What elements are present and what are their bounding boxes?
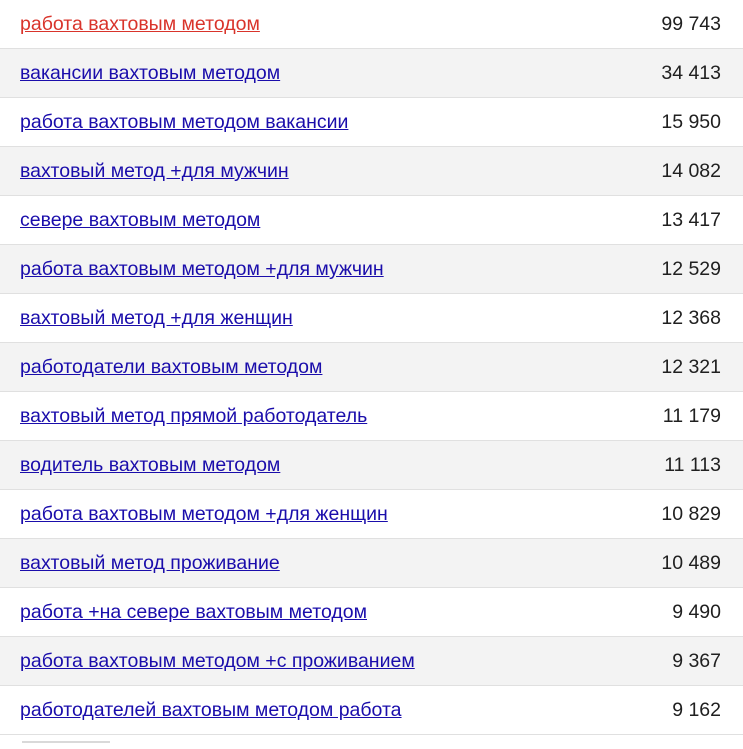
table-row bbox=[0, 49, 743, 98]
table-row bbox=[0, 490, 743, 539]
keyword-phrase-cell bbox=[0, 637, 565, 686]
table-row bbox=[0, 0, 743, 49]
bottom-strip bbox=[0, 741, 743, 749]
table-row bbox=[0, 343, 743, 392]
keyword-count-cell: 12 321 bbox=[565, 343, 743, 392]
keyword-phrase-cell bbox=[0, 490, 565, 539]
keyword-count-cell: 9 490 bbox=[565, 588, 743, 637]
keyword-phrase-cell bbox=[0, 147, 565, 196]
keyword-phrase-cell bbox=[0, 49, 565, 98]
keyword-count-cell: 15 950 bbox=[565, 98, 743, 147]
keyword-phrase-link[interactable]: работа +на севере вахтовым методом bbox=[20, 601, 367, 623]
keyword-count-cell: 12 368 bbox=[565, 294, 743, 343]
keyword-phrase-cell bbox=[0, 539, 565, 588]
keyword-count-cell: 13 417 bbox=[565, 196, 743, 245]
keyword-phrase-link[interactable]: вахтовый метод +для женщин bbox=[20, 307, 293, 329]
keyword-phrase-link[interactable]: вахтовый метод проживание bbox=[20, 552, 280, 574]
scroll-tick bbox=[22, 741, 110, 743]
table-row bbox=[0, 196, 743, 245]
keyword-count-cell: 99 743 bbox=[565, 0, 743, 49]
keyword-phrase-link[interactable]: работодателей вахтовым методом работа bbox=[20, 699, 402, 721]
table-row bbox=[0, 588, 743, 637]
table-row bbox=[0, 294, 743, 343]
keyword-phrase-link[interactable]: работа вахтовым методом +для мужчин bbox=[20, 258, 384, 280]
keyword-phrase-link[interactable]: работодатели вахтовым методом bbox=[20, 356, 323, 378]
keyword-phrase-cell bbox=[0, 588, 565, 637]
keyword-phrase-link[interactable]: работа вахтовым методом +с проживанием bbox=[20, 650, 415, 672]
keyword-phrase-link[interactable]: работа вахтовым методом bbox=[20, 13, 260, 35]
keyword-phrase-cell bbox=[0, 294, 565, 343]
table-row bbox=[0, 392, 743, 441]
keyword-count-cell: 11 113 bbox=[565, 441, 743, 490]
keyword-phrase-link[interactable]: работа вахтовым методом вакансии bbox=[20, 111, 349, 133]
table-row bbox=[0, 539, 743, 588]
keyword-count-cell: 10 829 bbox=[565, 490, 743, 539]
keyword-phrase-cell bbox=[0, 343, 565, 392]
table-row bbox=[0, 98, 743, 147]
keyword-phrase-cell bbox=[0, 441, 565, 490]
keyword-count-cell: 12 529 bbox=[565, 245, 743, 294]
keyword-phrase-cell bbox=[0, 686, 565, 735]
keyword-count-cell: 9 162 bbox=[565, 686, 743, 735]
keyword-phrase-link[interactable]: вахтовый метод прямой работодатель bbox=[20, 405, 368, 427]
keyword-count-cell: 14 082 bbox=[565, 147, 743, 196]
keyword-phrase-cell bbox=[0, 0, 565, 49]
table-row bbox=[0, 147, 743, 196]
keyword-count-cell: 9 367 bbox=[565, 637, 743, 686]
keyword-phrase-cell bbox=[0, 392, 565, 441]
keyword-count-cell: 10 489 bbox=[565, 539, 743, 588]
keyword-count-cell: 11 179 bbox=[565, 392, 743, 441]
table-row bbox=[0, 637, 743, 686]
keyword-phrase-cell bbox=[0, 245, 565, 294]
keyword-phrase-link[interactable]: работа вахтовым методом +для женщин bbox=[20, 503, 388, 525]
keyword-phrase-link[interactable]: водитель вахтовым методом bbox=[20, 454, 281, 476]
keyword-phrase-link[interactable]: вахтовый метод +для мужчин bbox=[20, 160, 289, 182]
keyword-phrase-cell bbox=[0, 196, 565, 245]
table-row bbox=[0, 686, 743, 735]
keyword-phrase-link[interactable]: вакансии вахтовым методом bbox=[20, 62, 281, 84]
keyword-phrase-link[interactable]: севере вахтовым методом bbox=[20, 209, 261, 231]
keyword-phrase-cell bbox=[0, 98, 565, 147]
table-row bbox=[0, 245, 743, 294]
table-row bbox=[0, 441, 743, 490]
keyword-count-cell: 34 413 bbox=[565, 49, 743, 98]
